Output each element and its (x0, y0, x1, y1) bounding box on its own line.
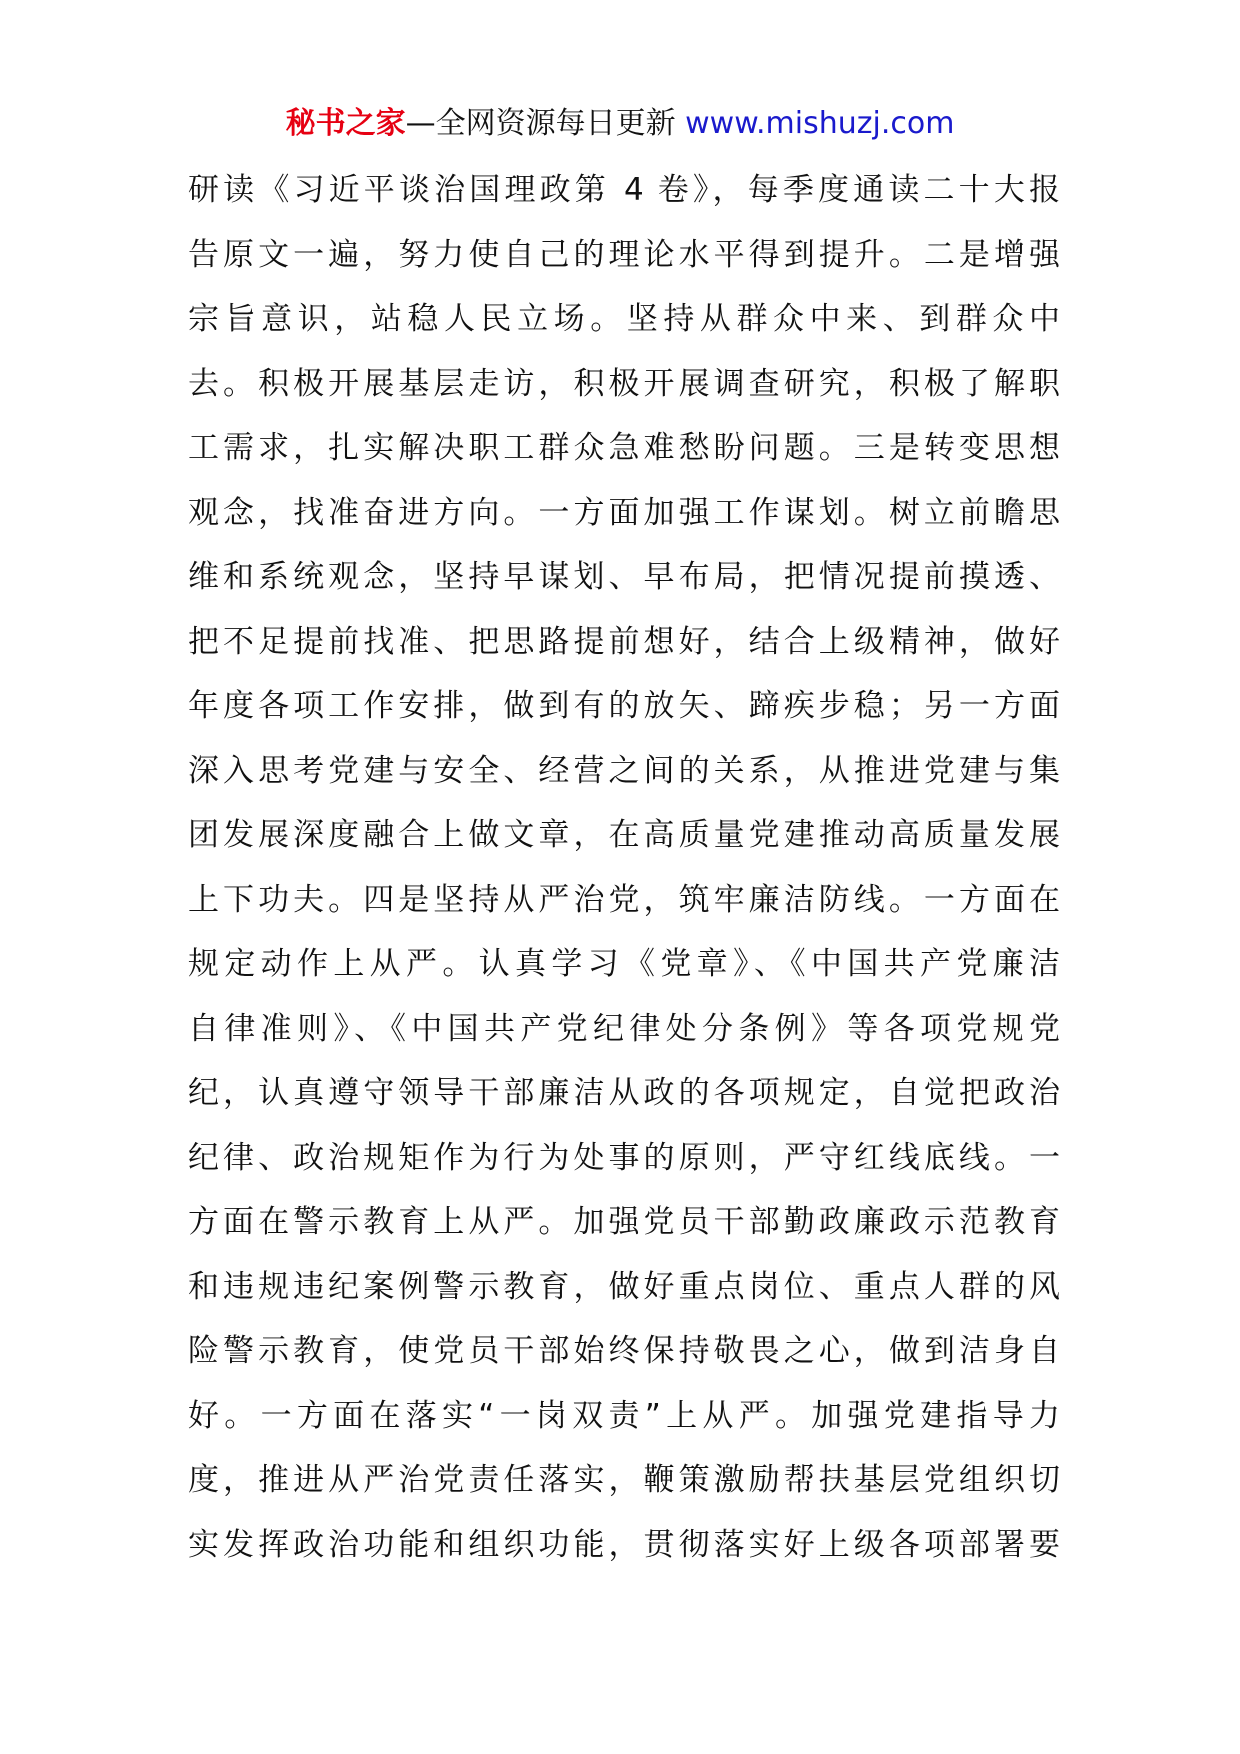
text-line: 团发展深度融合上做文章，在高质量党建推动高质量发展 (188, 817, 1060, 853)
text-line: 深入思考党建与安全、经营之间的关系，从推进党建与集 (188, 752, 1060, 789)
header-tagline: —全网资源每日更新 (405, 106, 686, 141)
header-brand: 秘书之家 (285, 106, 406, 141)
text-line: 和违规违纪案例警示教育，做好重点岗位、重点人群的风 (188, 1268, 1060, 1305)
text-line: 险警示教育，使党员干部始终保持敬畏之心，做到洁身自 (188, 1333, 1060, 1369)
text-line: 工需求，扎实解决职工群众急难愁盼问题。三是转变思想 (188, 430, 1060, 466)
text-line: 年度各项工作安排，做到有的放矢、蹄疾步稳；另一方面 (188, 688, 1060, 724)
header-site-link[interactable]: www.mishuzj.com (685, 106, 955, 141)
text-line: 方面在警示教育上从严。加强党员干部勤政廉政示范教育 (188, 1204, 1060, 1240)
text-line: 去。积极开展基层走访，积极开展调查研究，积极了解职 (188, 365, 1060, 402)
page-header (0, 100, 1240, 148)
text-line: 纪律、政治规矩作为行为处事的原则，严守红线底线。一 (188, 1139, 1060, 1176)
text-line: 宗旨意识，站稳人民立场。坚持从群众中来、到群众中 (188, 301, 1060, 337)
text-line: 上下功夫。四是坚持从严治党，筑牢廉洁防线。一方面在 (188, 881, 1060, 918)
body-paragraph (188, 158, 1060, 1577)
text-line: 好。一方面在落实“一岗双责”上从严。加强党建指导力 (188, 1397, 1060, 1434)
text-line: 维和系统观念，坚持早谋划、早布局，把情况提前摸透、 (188, 559, 1060, 595)
text-line: 实发挥政治功能和组织功能，贯彻落实好上级各项部署要 (188, 1526, 1060, 1563)
text-line: 度，推进从严治党责任落实，鞭策激励帮扶基层党组织切 (188, 1462, 1060, 1498)
text-line: 规定动作上从严。认真学习《党章》、《中国共产党廉洁 (188, 946, 1060, 982)
text-line: 把不足提前找准、把思路提前想好，结合上级精神，做好 (188, 623, 1060, 660)
text-line: 告原文一遍，努力使自己的理论水平得到提升。二是增强 (188, 236, 1060, 273)
text-line: 自律准则》、《中国共产党纪律处分条例》等各项党规党 (188, 1010, 1060, 1047)
text-line: 观念，找准奋进方向。一方面加强工作谋划。树立前瞻思 (188, 494, 1060, 531)
text-line: 纪，认真遵守领导干部廉洁从政的各项规定，自觉把政治 (188, 1075, 1060, 1111)
text-line: 研读《习近平谈治国理政第 4 卷》，每季度通读二十大报 (188, 172, 1060, 208)
